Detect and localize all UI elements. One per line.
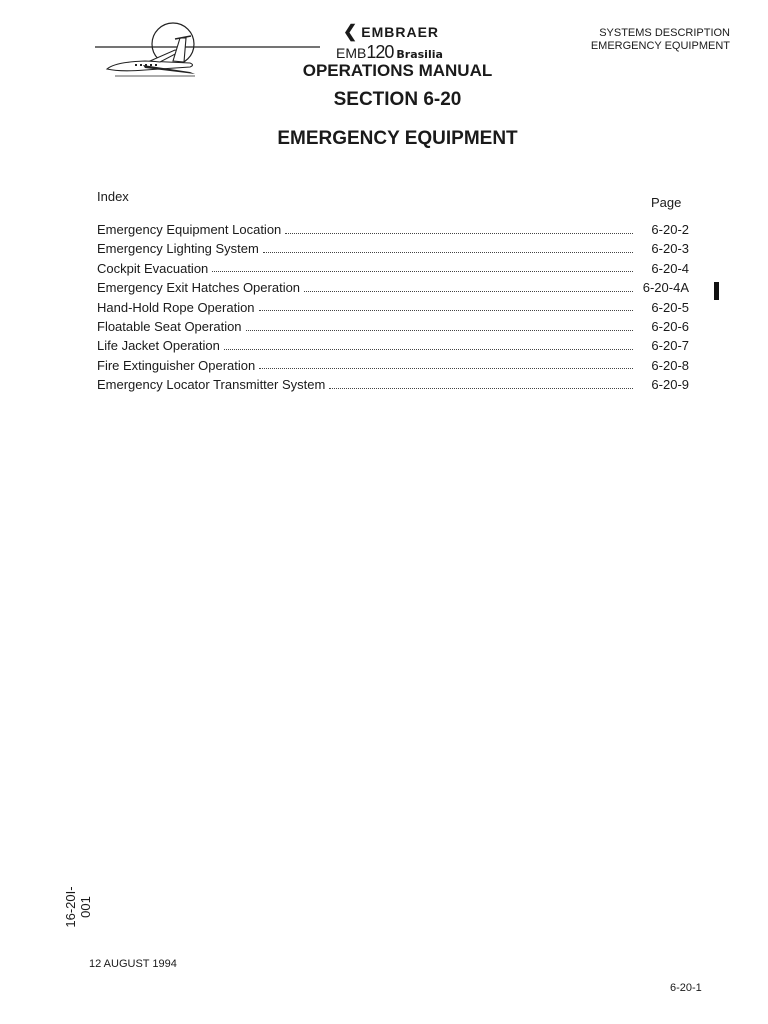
header-right-line2: EMERGENCY EQUIPMENT xyxy=(590,40,730,52)
toc-leader xyxy=(329,388,633,389)
model-number: 120 xyxy=(366,42,394,62)
toc-entry-page: 6-20-6 xyxy=(651,318,689,334)
toc-entry-title: Emergency Exit Hatches Operation xyxy=(97,280,301,296)
toc-entry-title: Emergency Lighting System xyxy=(97,241,259,257)
toc-entry-page: 6-20-4 xyxy=(651,260,689,276)
toc-leader xyxy=(212,271,633,272)
toc-entry[interactable] xyxy=(97,336,689,355)
manual-title: OPERATIONS MANUAL xyxy=(302,61,493,80)
revision-date: 12 AUGUST 1994 xyxy=(89,958,177,970)
toc-entry[interactable] xyxy=(97,278,689,297)
model-prefix: EMB xyxy=(336,45,367,61)
toc-leader xyxy=(285,233,633,234)
toc-entry-title: Emergency Equipment Location xyxy=(97,222,282,237)
toc-entry-page: 6-20-8 xyxy=(651,357,689,373)
header-section-label xyxy=(510,27,730,53)
index-label: Index xyxy=(97,189,129,204)
header-right-line1: SYSTEMS DESCRIPTION xyxy=(599,27,730,39)
toc-entry-page: 6-20-3 xyxy=(651,241,689,257)
table-of-contents xyxy=(97,220,689,395)
toc-entry-title: Hand-Hold Rope Operation xyxy=(97,299,255,315)
aircraft-model xyxy=(336,42,443,63)
brand-text: EMBRAER xyxy=(361,24,440,40)
section-title: SECTION 6-20 xyxy=(333,89,462,110)
document-number: 16-20I-001 xyxy=(63,886,93,928)
toc-entry-title: Life Jacket Operation xyxy=(97,338,220,354)
embraer-arrow-icon: ❮ xyxy=(343,22,359,41)
toc-entry[interactable] xyxy=(97,220,689,239)
toc-leader xyxy=(224,349,633,350)
toc-entry[interactable] xyxy=(97,239,689,258)
toc-entry-page: 6-20-5 xyxy=(651,299,689,315)
page-number: 6-20-1 xyxy=(670,982,702,994)
toc-entry[interactable] xyxy=(97,356,689,375)
toc-entry[interactable] xyxy=(97,317,689,336)
toc-entry[interactable] xyxy=(97,375,689,394)
toc-leader xyxy=(259,368,633,369)
toc-entry[interactable] xyxy=(97,259,689,278)
toc-entry-page: 6-20-2 xyxy=(651,222,689,237)
page-title: EMERGENCY EQUIPMENT xyxy=(277,128,518,149)
toc-entry[interactable] xyxy=(97,298,689,317)
toc-entry-page: 6-20-4A xyxy=(642,280,689,296)
brand-name xyxy=(343,22,439,42)
toc-leader xyxy=(259,310,633,311)
toc-entry-title: Emergency Locator Transmitter System xyxy=(97,377,326,393)
toc-leader xyxy=(304,291,633,292)
toc-leader xyxy=(246,330,633,331)
toc-entry-title: Floatable Seat Operation xyxy=(97,318,242,334)
toc-entry-page: 6-20-9 xyxy=(651,377,689,393)
toc-leader xyxy=(263,252,633,253)
toc-entry-page: 6-20-7 xyxy=(651,338,689,354)
model-name: Brasilia xyxy=(396,48,443,61)
toc-entry-title: Fire Extinguisher Operation xyxy=(97,357,256,373)
page-column-label: Page xyxy=(651,195,682,210)
toc-entry-title: Cockpit Evacuation xyxy=(97,260,209,276)
revision-change-bar xyxy=(714,282,719,300)
